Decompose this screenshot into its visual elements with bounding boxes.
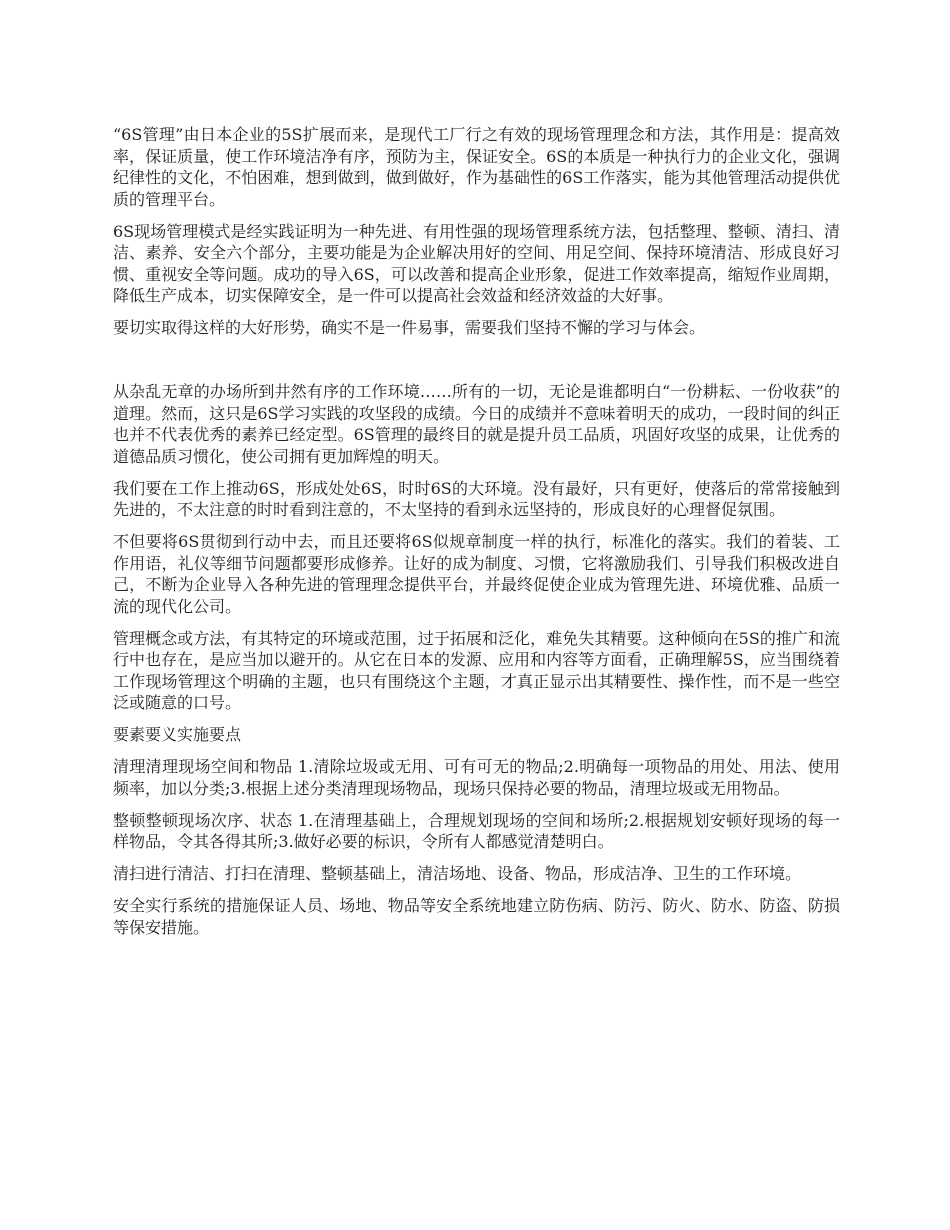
paragraph-achievement: 从杂乱无章的办场所到井然有序的工作环境……所有的一切，无论是谁都明白“一份耕耘、一份收获”的道理。然而，这只是6S学习实践的攻坚段的成绩。今日的成绩并不意味着明天的成功，一段时间的纠正也并不代表优秀的素养已经定型。6S管理的最终目的就是提升员工品质，巩固好攻坚的成果，让优秀的道德品质习惯化，使公司拥有更加辉煌的明天。 [113,382,840,466]
paragraph-management-concept: 管理概念或方法，有其特定的环境或范围，过于拓展和泛化，难免失其精要。这种倾向在5S的推广和流行中也存在，是应当加以避开的。从它在日本的发源、应用和内容等方面看，正确理解5S，应当围绕着工作现场管理这个明确的主题，也只有围绕这个主题，才真正显示出其精要性、操作性，而不是一些空泛或随意的口号。 [113,628,840,712]
paragraph-table-header: 要素要义实施要点 [113,725,242,744]
section-gap [113,349,840,381]
paragraph-sort: 清理清理现场空间和物品 1.清除垃圾或无用、可有可无的物品;2.明确每一项物品的用处、用法、使用频率，加以分类;3.根据上述分类清理现场物品，现场只保持必要的物品，清理垃圾或无用物品。 [113,757,840,798]
paragraph-safety: 安全实行系统的措施保证人员、场地、物品等安全系统地建立防伤病、防污、防火、防水、防盗、防损等保安措施。 [113,896,840,937]
paragraph-shine: 清扫进行清洁、打扫在清理、整顿基础上，清洁场地、设备、物品，形成洁净、卫生的工作环境。 [113,864,802,883]
paragraph-6s-model: 6S现场管理模式是经实践证明为一种先进、有用性强的现场管理系统方法，包括整理、整顿、清扫、清洁、素养、安全六个部分，主要功能是为企业解决用好的空间、用足空间、保持环境清洁、形成良好习惯、重视安全等问题。成功的导入6S，可以改善和提高企业形象，促进工作效率提高，缩短作业周期，降低生产成本，切实保障安全，是一件可以提高社会效益和经济效益的大好事。 [113,221,840,305]
document-body [113,124,840,949]
paragraph-set-in-order: 整顿整顿现场次序、状态 1.在清理基础上，合理规划现场的空间和场所;2.根据规划安顿好现场的每一样物品，令其各得其所;3.做好必要的标识，令所有人都感觉清楚明白。 [113,810,840,851]
paragraph-promote-6s: 我们要在工作上推动6S，形成处处6S，时时6S的大环境。没有最好，只有更好，使落后的常常接触到先进的，不太注意的时时看到注意的，不太坚持的看到永远坚持的，形成良好的心理督促氛围。 [113,478,840,519]
paragraph-standardization: 不但要将6S贯彻到行动中去，而且还要将6S似规章制度一样的执行，标准化的落实。我们的着装、工作用语，礼仪等细节问题都要形成修养。让好的成为制度、习惯，它将激励我们、引导我们积极改进自己，不断为企业导入各种先进的管理理念提供平台，并最终促使企业成为管理先进、环境优雅、品质一流的现代化公司。 [113,532,840,616]
paragraph-persistence: 要切实取得这样的大好形势，确实不是一件易事，需要我们坚持不懈的学习与体会。 [113,318,706,337]
paragraph-6s-intro: “6S管理”由日本企业的5S扩展而来，是现代工厂行之有效的现场管理理念和方法，其作用是：提高效率，保证质量，使工作环境洁净有序，预防为主，保证安全。6S的本质是一种执行力的企业文化，强调纪律性的文化，不怕困难，想到做到，做到做好，作为基础性的6S工作落实，能为其他管理活动提供优质的管理平台。 [113,125,840,209]
